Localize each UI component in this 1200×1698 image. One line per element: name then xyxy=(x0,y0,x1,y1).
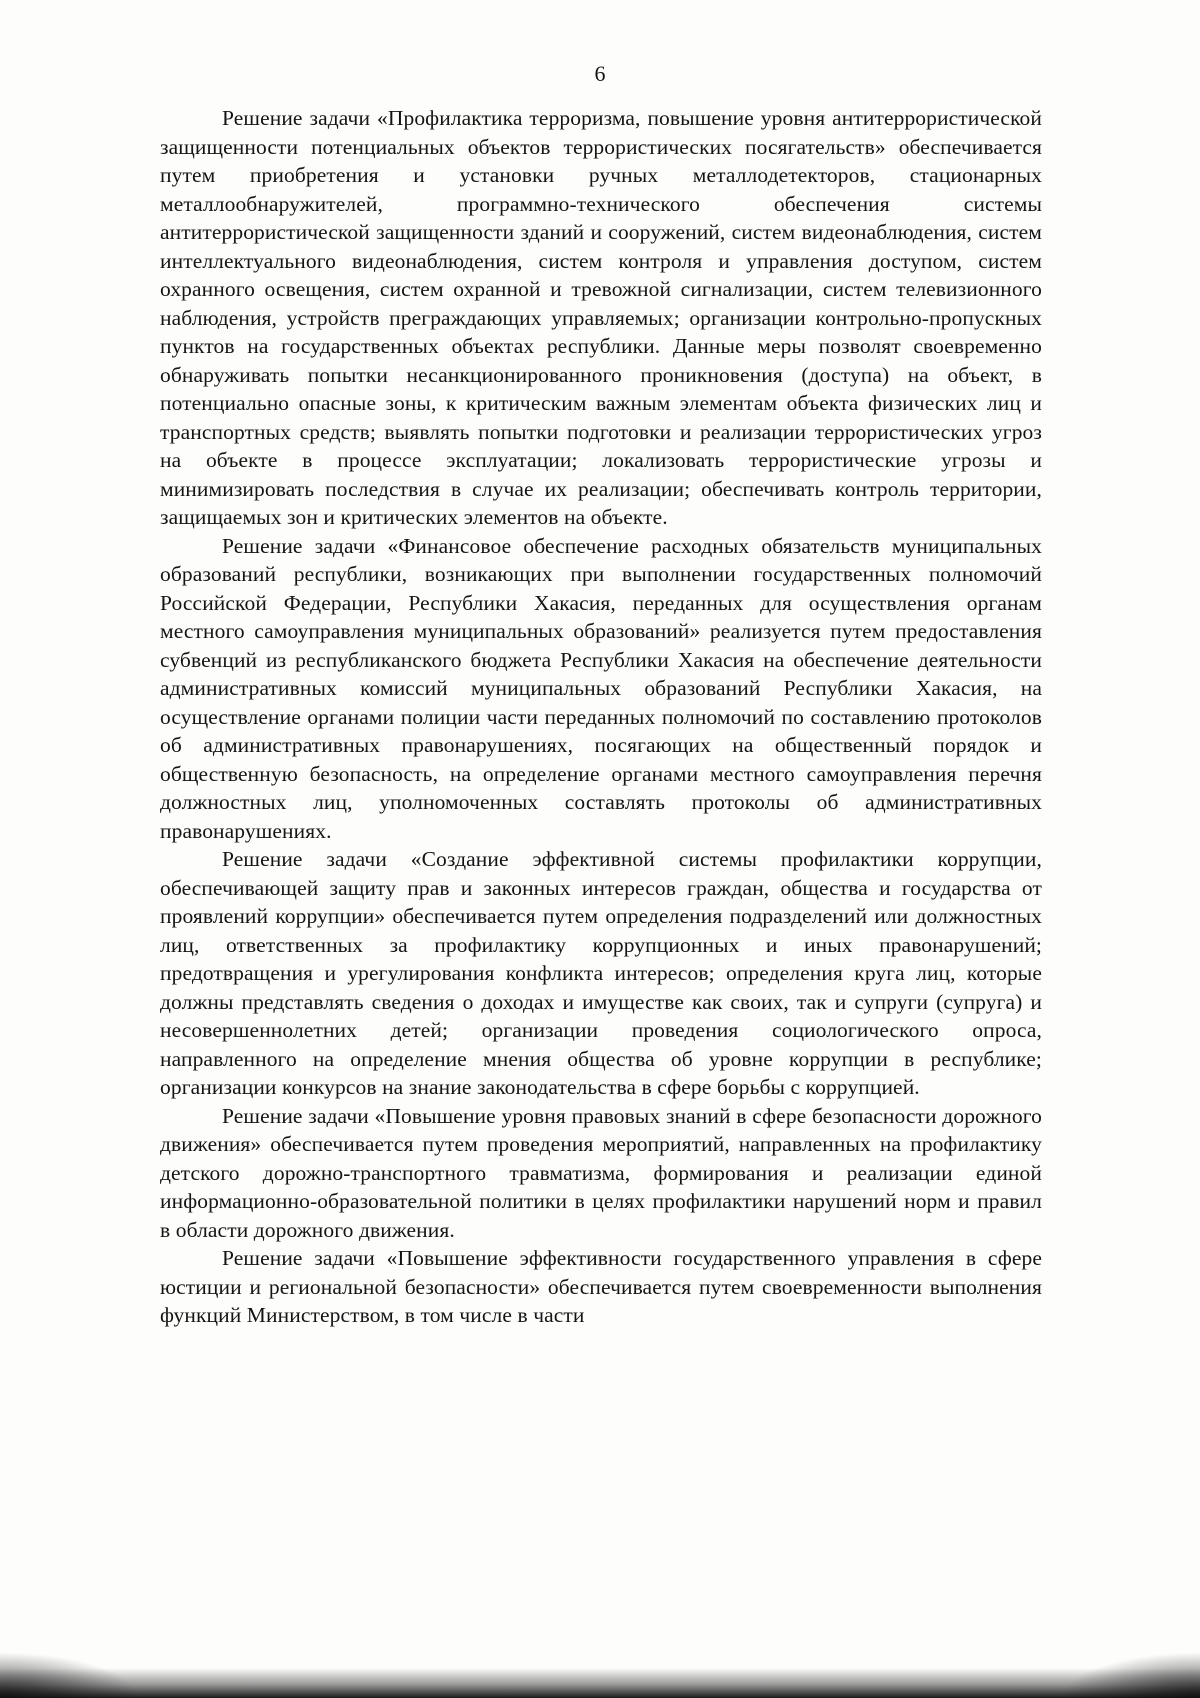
paragraph-state-governance: Решение задачи «Повышение эффективности государственного управления в сфере юстиции и региональной безопасности» обеспечивается путем своевременности выполнения функций Министерством, в том числе в части xyxy=(160,1246,1042,1327)
paragraph-financial-provision: Решение задачи «Финансовое обеспечение расходных обязательств муниципальных образований республики, возникающих при выполнении государственных полномочий Российской Федерации, Республики Хакасия, переданных для осуществления органам местного самоуправления муниципальных образований» реализуется путем предоставления субвенций из республиканского бюджета Республики Хакасия на обеспечение деятельности административных комиссий муниципальных образований Республики Хакасия, на осуществление органами полиции части переданных полномочий по составлению протоколов об административных правонарушениях, посягающих на общественный порядок и общественную безопасность, на определение органами местного самоуправления перечня должностных лиц, уполномоченных составлять протоколы об административных правонарушениях. xyxy=(160,533,1042,843)
page-content xyxy=(160,104,1042,1330)
scan-shadow-bottom-right xyxy=(1060,1652,1200,1698)
paragraph-road-safety: Решение задачи «Повышение уровня правовых знаний в сфере безопасности дорожного движения» обеспечивается путем проведения мероприятий, направленных на профилактику детского дорожно-транспортного травматизма, формирования и реализации единой информационно-образовательной политики в целях профилактики нарушений норм и правил в области дорожного движения. xyxy=(160,1103,1042,1242)
scan-edge-shadow xyxy=(0,1668,1200,1698)
page-number: 6 xyxy=(594,61,606,86)
paragraph-corruption-prevention: Решение задачи «Создание эффективной системы профилактики коррупции, обеспечивающей защиту прав и законных интересов граждан, общества и государства от проявлений коррупции» обеспечивается путем определения подразделений или должностных лиц, ответственных за профилактику коррупционных и иных правонарушений; предотвращения и урегулирования конфликта интересов; определения круга лиц, которые должны представлять сведения о доходах и имуществе как своих, так и супруги (супруга) и несовершеннолетних детей; организации проведения социологического опроса, направленного на определение мнения общества об уровне коррупции в республике; организации конкурсов на знание законодательства в сфере борьбы с коррупцией. xyxy=(160,847,1042,1099)
scan-shadow-bottom-left xyxy=(0,1652,140,1698)
paragraph-terrorism-prevention: Решение задачи «Профилактика терроризма, повышение уровня антитеррористической защищенности потенциальных объектов террористических посягательств» обеспечивается путем приобретения и установки ручных металлодетекторов, стационарных металлообнаружителей, программно-технического обеспечения системы антитеррористической защищенности зданий и сооружений, систем видеонаблюдения, систем интеллектуального видеонаблюдения, систем контроля и управления доступом, систем охранного освещения, систем охранной и тревожной сигнализации, систем телевизионного наблюдения, устройств преграждающих управляемых; организации контрольно-пропускных пунктов на государственных объектах республики. Данные меры позволят своевременно обнаруживать попытки несанкционированного проникновения (доступа) на объект, в потенциально опасные зоны, к критическим важным элементам объекта физических лиц и транспортных средств; выявлять попытки подготовки и реализации террористических угроз на объекте в процессе эксплуатации; локализовать террористические угрозы и минимизировать последствия в случае их реализации; обеспечивать контроль территории, защищаемых зон и критических элементов на объекте. xyxy=(160,106,1042,529)
